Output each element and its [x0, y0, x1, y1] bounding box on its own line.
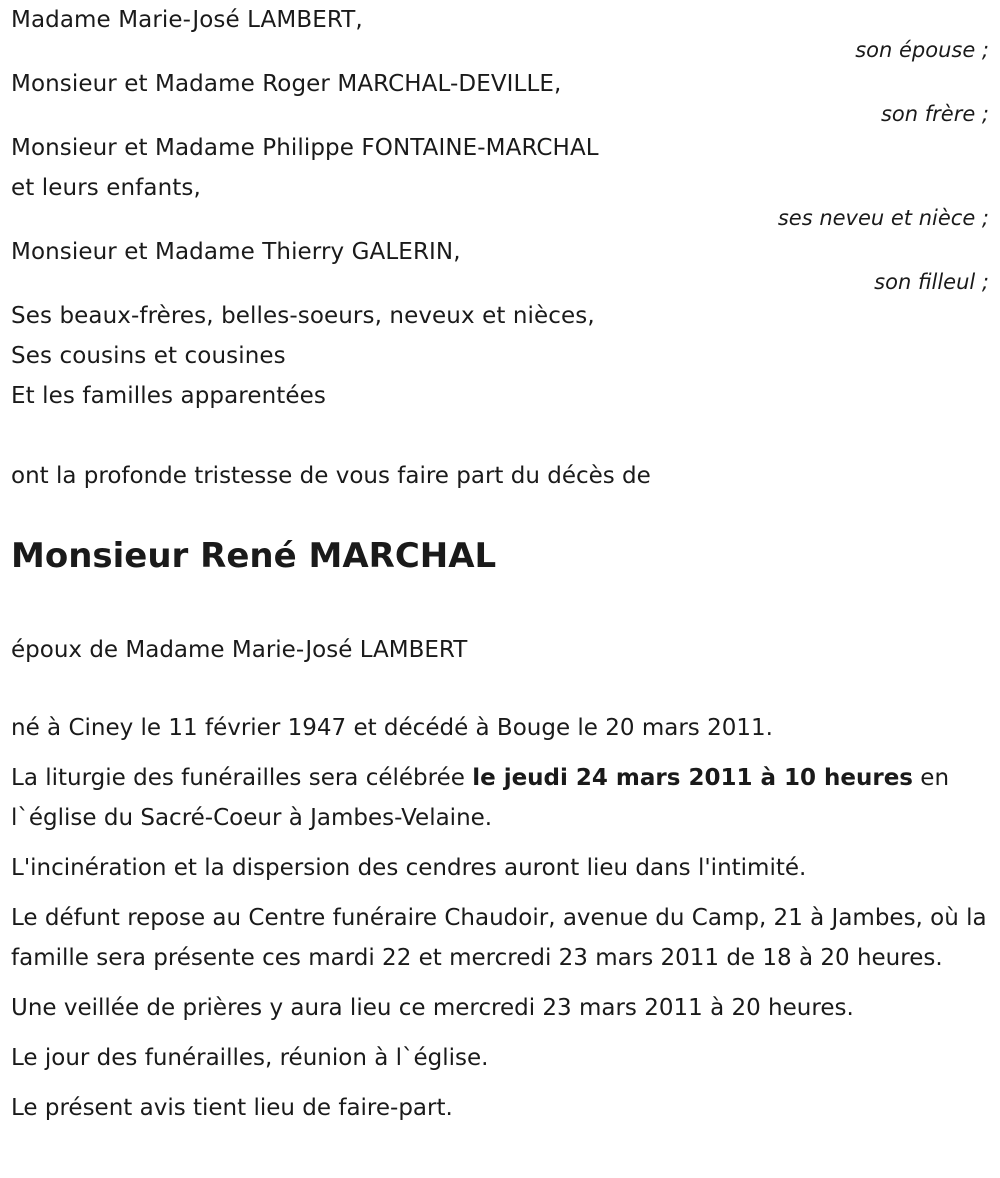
announcement-text: ont la profonde tristesse de vous faire part du décès de	[11, 463, 651, 489]
family-entry-brother	[11, 64, 991, 126]
family-entry-spouse	[11, 0, 991, 62]
family-name-line: Monsieur et Madame Thierry GALERIN,	[11, 239, 461, 265]
extended-family-list	[11, 296, 991, 416]
extended-family-line: Et les familles apparentées	[11, 383, 326, 409]
deceased-name: Monsieur René MARCHAL	[11, 536, 497, 576]
meeting-text: Le jour des funérailles, réunion à l`église.	[11, 1045, 489, 1071]
liturgy-date: le jeudi 24 mars 2011 à 10 heures	[472, 765, 913, 791]
birth-death-text: né à Ciney le 11 février 1947 et décédé à Bouge le 20 mars 2011.	[11, 715, 773, 741]
family-list	[11, 0, 991, 294]
notice-text: Le présent avis tient lieu de faire-part.	[11, 1095, 453, 1121]
family-name-line: Monsieur et Madame Roger MARCHAL-DEVILLE,	[11, 71, 562, 97]
extended-family-line: Ses beaux-frères, belles-soeurs, neveux et nièces,	[11, 303, 595, 329]
liturgy-intro: La liturgie des funérailles sera célébrée	[11, 765, 473, 791]
cremation-text: L'incinération et la dispersion des cendres auront lieu dans l'intimité.	[11, 855, 807, 881]
spouse-line: époux de Madame Marie-José LAMBERT	[11, 637, 468, 663]
family-entry-nephew-niece	[11, 128, 991, 230]
relation-label: son filleul ;	[874, 270, 989, 294]
funeral-details	[11, 708, 991, 1128]
liturgy-location: en l`église du Sacré-Coeur à Jambes-Velaine.	[11, 765, 950, 831]
relation-label: son frère ;	[880, 102, 989, 126]
visitation-text: Le défunt repose au Centre funéraire Chaudoir, avenue du Camp, 21 à Jambes, où la famille sera présente ces mardi 22 et mercredi 23 mars 2011 de 18 à 20 heures.	[11, 905, 987, 971]
obituary-notice	[11, 0, 991, 1128]
family-name-line: Madame Marie-José LAMBERT,	[11, 7, 363, 33]
family-entry-godson	[11, 232, 991, 294]
extended-family-line: Ses cousins et cousines	[11, 343, 286, 369]
relation-label: ses neveu et nièce ;	[777, 206, 989, 230]
family-name-line: Monsieur et Madame Philippe FONTAINE-MARCHAL	[11, 135, 599, 161]
vigil-text: Une veillée de prières y aura lieu ce mercredi 23 mars 2011 à 20 heures.	[11, 995, 854, 1021]
relation-label: son épouse ;	[855, 38, 989, 62]
liturgy-text	[11, 758, 991, 838]
family-name-line: et leurs enfants,	[11, 175, 201, 201]
